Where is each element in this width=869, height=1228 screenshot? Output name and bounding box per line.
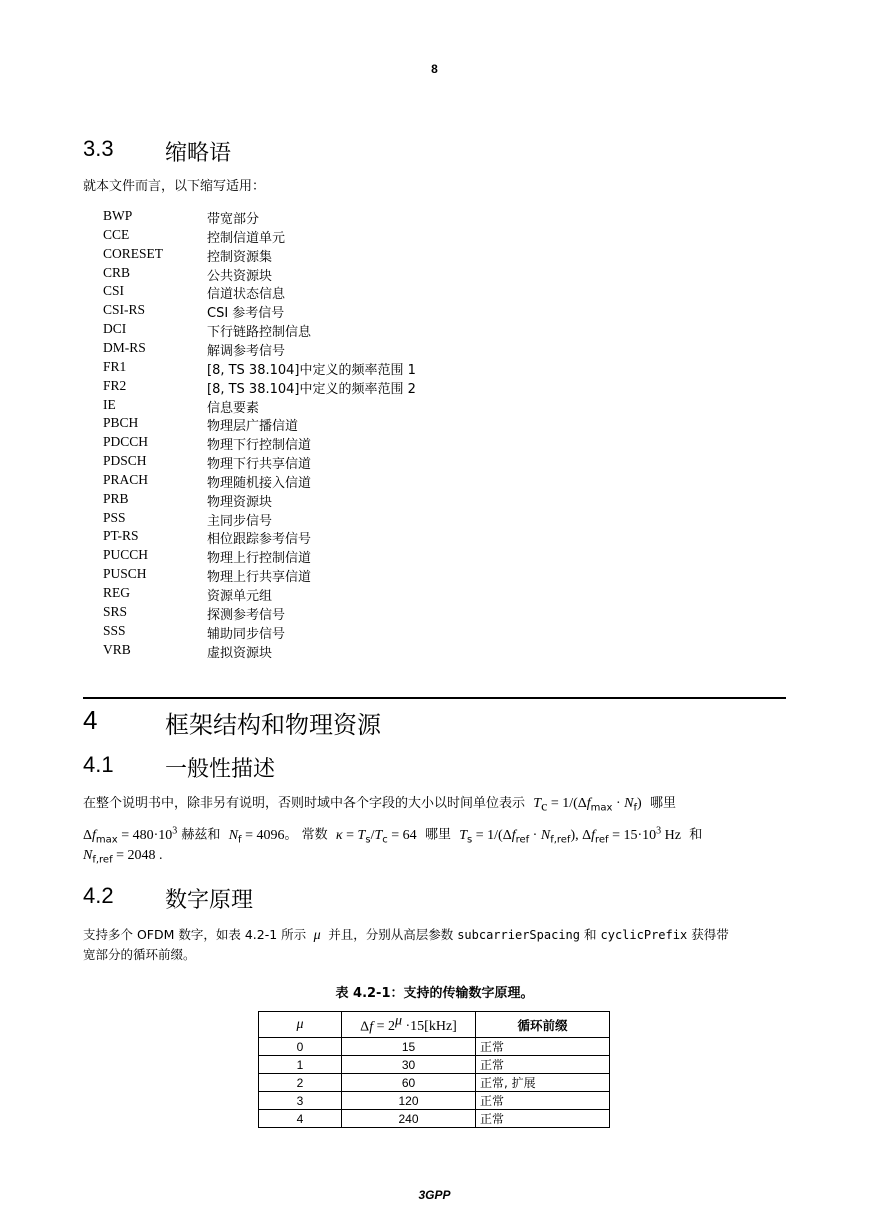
text-where1: 哪里 xyxy=(649,796,676,811)
abbreviation-definition: [8, TS 38.104]中定义的频率范围 1 xyxy=(207,362,416,378)
section-4-1-paragraph-line1 xyxy=(83,793,676,820)
formula-dfmax: $\Delta f_{max} = 480\cdot 10^3$ xyxy=(83,825,178,846)
abbreviation-term: DCI xyxy=(103,321,127,337)
abbreviation-term: PBCH xyxy=(103,415,139,431)
cell-mu: 1 xyxy=(259,1056,342,1074)
abbreviation-term: SRS xyxy=(103,603,128,619)
abbreviation-term: PT-RS xyxy=(103,528,139,544)
section-4-2-title: 数字原理 xyxy=(165,888,254,913)
text-where2: 哪里 xyxy=(424,827,451,843)
section-4-1-title: 一般性描述 xyxy=(165,757,276,782)
section-4-2-paragraph-line2: 宽部分的循环前缀。 xyxy=(83,947,196,962)
text-4-2-p1c: 和 xyxy=(584,927,597,942)
abbreviation-definition: 物理资源块 xyxy=(207,494,273,510)
abbreviation-term: REG xyxy=(103,585,130,600)
cell-cyclic-prefix: 正常, 扩展 xyxy=(476,1074,610,1092)
abbreviation-definition: 解调参考信号 xyxy=(207,343,286,359)
abbreviation-term: IE xyxy=(103,396,116,412)
abbreviation-term: PRACH xyxy=(103,471,149,487)
header-cyclic-prefix: 循环前缀 xyxy=(476,1012,610,1038)
abbreviation-term: CORESET xyxy=(103,245,164,261)
section-4-number: 4 xyxy=(83,705,98,735)
abbreviation-definition: 公共资源块 xyxy=(207,268,273,284)
cell-cyclic-prefix: 正常 xyxy=(476,1092,610,1110)
abbreviation-definition: [8, TS 38.104]中定义的频率范围 2 xyxy=(207,381,416,397)
section-divider xyxy=(83,697,786,699)
cell-cyclic-prefix: 正常 xyxy=(476,1056,610,1074)
section-4-1-paragraph-line3 xyxy=(83,845,163,872)
table-row xyxy=(259,1056,610,1074)
cell-mu: 3 xyxy=(259,1092,342,1110)
abbreviation-term: CSI-RS xyxy=(103,302,146,318)
cell-mu: 2 xyxy=(259,1074,342,1092)
table-row xyxy=(259,1074,610,1092)
abbreviation-definition: 物理随机接入信道 xyxy=(207,475,312,491)
text-hertz-and: 赫兹和 xyxy=(181,827,221,843)
abbreviation-term: PRB xyxy=(103,490,129,506)
abbreviation-definition: 带宽部分 xyxy=(207,212,260,227)
header-delta-f: $\Delta f = 2^\mu \cdot 15[kHz]$ xyxy=(342,1012,476,1038)
abbreviation-term: PDCCH xyxy=(103,434,149,450)
abbreviation-term: FR2 xyxy=(103,377,127,393)
abbreviation-definition: CSI 参考信号 xyxy=(207,306,285,322)
abbreviation-definition: 辅助同步信号 xyxy=(207,626,286,642)
abbreviation-definition: 虚拟资源块 xyxy=(207,645,273,661)
cell-mu: 0 xyxy=(259,1038,342,1056)
formula-nfref: $N_{f,ref} = 2048$ . xyxy=(83,848,163,866)
abbreviation-definition: 信道状态信息 xyxy=(207,287,286,303)
abbreviation-definition: 下行链路控制信息 xyxy=(207,325,312,341)
cell-cyclic-prefix: 正常 xyxy=(476,1110,610,1128)
cell-mu: 4 xyxy=(259,1110,342,1128)
abbreviation-term: CRB xyxy=(103,264,131,280)
table-row xyxy=(259,1110,610,1128)
text-const: 。 常数 xyxy=(284,827,328,843)
section-3-3-title: 缩略语 xyxy=(165,141,232,166)
abbreviation-definition: 资源单元组 xyxy=(207,589,273,604)
text-4-2-p1d: 获得带 xyxy=(691,927,729,942)
header-mu: μ xyxy=(259,1012,342,1038)
param-subcarrier-spacing: subcarrierSpacing xyxy=(457,928,581,942)
abbreviation-definition: 主同步信号 xyxy=(207,513,273,529)
section-3-3-number: 3.3 xyxy=(83,136,114,161)
abbreviation-term: FR1 xyxy=(103,358,127,374)
formula-kappa: $\kappa = T_s/T_c = 64$ xyxy=(335,827,417,846)
formula-ts: $T_s = 1/(\Delta f_{ref} \cdot N_{f,ref})$, $\Delta f_{ref} = 15\cdot 10^3$ Hz xyxy=(459,825,681,846)
text-and: 和 xyxy=(689,827,703,843)
footer-3gpp: 3GPP xyxy=(418,1188,451,1202)
abbreviation-definition: 物理上行共享信道 xyxy=(207,570,312,586)
abbreviation-definition: 物理下行控制信道 xyxy=(207,438,312,454)
cell-delta-f: 120 xyxy=(342,1092,476,1110)
abbreviation-term: PUSCH xyxy=(103,566,147,582)
abbreviation-definition: 控制资源集 xyxy=(207,249,273,265)
symbol-mu: μ xyxy=(310,928,325,943)
cell-delta-f: 30 xyxy=(342,1056,476,1074)
section-4-2-number: 4.2 xyxy=(83,883,114,908)
numerology-table xyxy=(258,1011,610,1128)
table-caption: 表 4.2-1：支持的传输数字原理。 xyxy=(335,986,534,1001)
abbreviation-term: PUCCH xyxy=(103,547,149,563)
text-4-2-p1b: 并且，分别从高层参数 xyxy=(328,927,454,942)
section-4-1-paragraph-line2 xyxy=(83,820,702,851)
abbreviation-definition: 控制信道单元 xyxy=(207,230,286,246)
section-4-1-number: 4.1 xyxy=(83,752,114,777)
table-header-row xyxy=(259,1012,610,1038)
page-number: 8 xyxy=(431,62,438,76)
abbreviation-term: PSS xyxy=(103,509,126,525)
abbreviation-term: BWP xyxy=(103,208,133,223)
cell-delta-f: 60 xyxy=(342,1074,476,1092)
cell-delta-f: 15 xyxy=(342,1038,476,1056)
abbreviation-definition: 物理下行共享信道 xyxy=(207,457,312,473)
formula-tc: $T_c = 1/(\Delta f_{max} \cdot N_f)$ xyxy=(533,796,642,815)
formula-nf: $N_f = 4096$ xyxy=(228,827,285,846)
table-row xyxy=(259,1092,610,1110)
abbreviation-term: CCE xyxy=(103,226,130,242)
cell-delta-f: 240 xyxy=(342,1110,476,1128)
section-3-3-intro: 就本文件而言，以下缩写适用： xyxy=(83,179,266,194)
abbreviation-term: SSS xyxy=(103,622,126,638)
text-p1: 在整个说明书中，除非另有说明，否则时域中各个字段的大小以时间单位表示 xyxy=(83,796,526,811)
abbreviation-definition: 信息要素 xyxy=(207,400,260,416)
abbreviation-term: PDSCH xyxy=(103,453,147,469)
cell-cyclic-prefix: 正常 xyxy=(476,1038,610,1056)
table-row xyxy=(259,1038,610,1056)
section-4-title: 框架结构和物理资源 xyxy=(165,711,381,739)
abbreviation-term: DM-RS xyxy=(103,339,146,355)
abbreviation-definition: 探测参考信号 xyxy=(207,607,286,623)
abbreviation-definition: 相位跟踪参考信号 xyxy=(207,532,312,548)
abbreviation-definition: 物理层广播信道 xyxy=(207,419,299,435)
abbreviation-term: VRB xyxy=(103,641,131,657)
param-cyclic-prefix: cyclicPrefix xyxy=(600,928,688,942)
text-4-2-p1a: 支持多个 OFDM 数字，如表 4.2-1 所示 xyxy=(83,927,307,942)
abbreviation-term: CSI xyxy=(103,283,125,299)
abbreviation-definition: 物理上行控制信道 xyxy=(207,551,312,567)
